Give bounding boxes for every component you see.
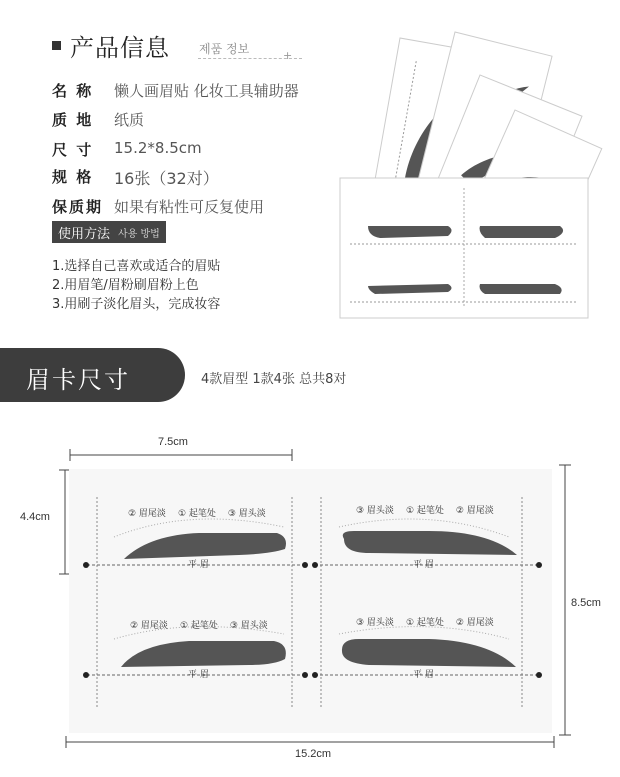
flat-brow-label: 平 眉 (413, 560, 434, 570)
brow-label: ② 眉尾淡 (130, 621, 168, 631)
brow-label: ③ 眉头淡 (356, 506, 394, 516)
brow-labels-top-right (356, 503, 494, 516)
brow-label: ① 起笔处 (179, 621, 218, 631)
section-title: 眉卡尺寸 (26, 366, 130, 394)
usage-sub-label: 사용 방법 (118, 228, 160, 240)
info-label: 质 地 (52, 111, 94, 129)
brow-label: ① 起笔处 (177, 509, 216, 519)
measure-arrow-top (68, 448, 298, 462)
usage-badge (52, 221, 166, 243)
info-value: 16张（32对） (114, 169, 219, 188)
flat-brow-label: 平 眉 (188, 670, 209, 680)
product-stack-illustration (330, 20, 620, 340)
brow-labels-bottom-right (356, 615, 494, 628)
brow-label: ③ 眉头淡 (229, 621, 268, 631)
brow-label: ① 起笔处 (405, 618, 444, 628)
info-label: 名 称 (52, 82, 94, 100)
brow-label: ② 眉尾淡 (455, 506, 494, 516)
info-row-size (52, 139, 202, 160)
flat-brow-label: 平 眉 (413, 670, 434, 680)
brow-label: ③ 眉头淡 (356, 618, 394, 628)
measure-height-full: 8.5cm (571, 597, 601, 609)
measure-width-half: 7.5cm (158, 436, 188, 448)
measure-arrow-bottom (64, 735, 558, 749)
title-bullet-icon (52, 41, 61, 50)
brow-labels-top-left (128, 506, 266, 519)
info-value: 如果有粘性可反复使用 (114, 198, 265, 216)
info-row-name (52, 80, 299, 101)
page-title: 产品信息 (70, 34, 170, 62)
usage-label: 使用方法 (58, 226, 111, 242)
step-item: 3.用刷子淡化眉头，完成妆容 (52, 297, 221, 312)
info-value: 15.2*8.5cm (114, 139, 202, 157)
info-label: 尺 寸 (52, 141, 94, 159)
info-value: 纸质 (114, 111, 145, 129)
page-subtitle: 제품 정보 (199, 42, 250, 56)
step-item: 1.选择自己喜欢或适合的眉贴 (52, 259, 221, 274)
info-row-shelf-life (52, 196, 264, 217)
plus-icon: + (283, 49, 293, 62)
measure-height-half: 4.4cm (20, 511, 50, 523)
brow-label: ③ 眉头淡 (227, 509, 266, 519)
flat-brow-label: 平 眉 (188, 560, 209, 570)
section-description: 4款眉型 1款4张 总共8对 (201, 372, 347, 387)
info-label: 保质期 (52, 198, 104, 216)
info-value: 懒人画眉贴 化妆工具辅助器 (114, 82, 299, 100)
info-label: 规 格 (52, 168, 94, 186)
info-row-material (52, 109, 144, 130)
brow-label: ② 眉尾淡 (455, 618, 494, 628)
step-item: 2.用眉笔/眉粉刷眉粉上色 (52, 278, 199, 293)
brow-label: ② 眉尾淡 (128, 509, 166, 519)
brow-label: ① 起笔处 (405, 506, 444, 516)
measure-width-full: 15.2cm (295, 748, 332, 760)
measure-arrow-right (558, 463, 572, 739)
brow-labels-bottom-left (130, 618, 268, 631)
info-row-spec (52, 166, 219, 189)
